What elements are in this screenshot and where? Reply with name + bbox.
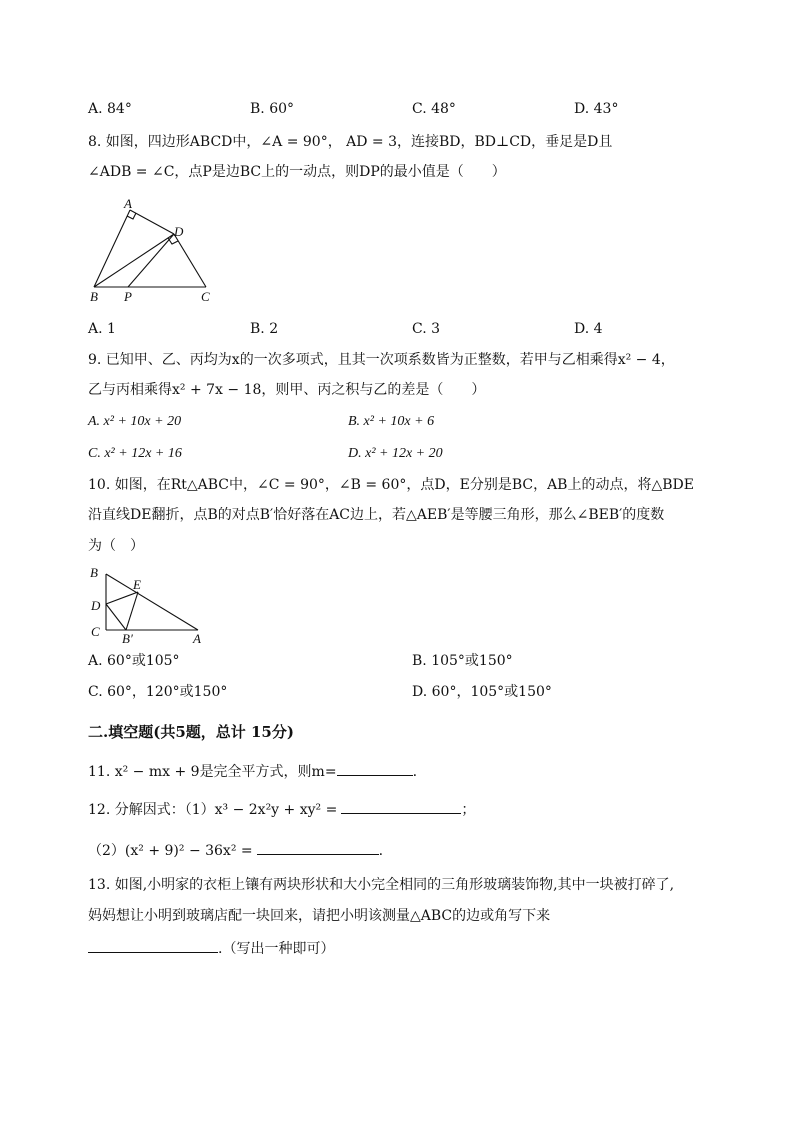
q13-stem-line2: 妈妈想让小明到玻璃店配一块回来，请把小明该测量△ABC的边或角写下来 (88, 908, 551, 924)
q7-option-a: A. 84° (88, 101, 132, 117)
q10-stem-line1: 10. 如图，在Rt△ABC中，∠C = 90°，∠B = 60°，点D，E分别是BC，AB上的动点，将△BDE (88, 477, 694, 493)
q10-label-b-prime: B′ (122, 631, 133, 646)
q10-label-e: E (133, 577, 141, 592)
q10-option-b: B. 105°或150° (412, 653, 513, 669)
q9-stem-line1: 9. 已知甲、乙、丙均为x的一次多项式，且其一次项系数皆为正整数，若甲与乙相乘得x² − 4， (88, 352, 675, 368)
q10-edge-eb-prime (126, 592, 138, 630)
q10-label-a: A (193, 631, 201, 646)
q10-label-c: C (91, 624, 100, 639)
q9-option-c: C. x² + 12x + 16 (88, 446, 182, 461)
q10-option-a: A. 60°或105° (88, 653, 180, 669)
q8-label-a: A (124, 196, 132, 211)
q8-label-c: C (201, 289, 210, 304)
q10-label-d: D (91, 598, 101, 613)
q9-option-b: B. x² + 10x + 6 (348, 414, 435, 429)
q10-stem-line2: 沿直线DE翻折，点B的对点B′恰好落在AC边上，若△AEB′是等腰三角形，那么∠BEB′的度数 (88, 507, 665, 523)
q10-stem-line3: 为（ ） (88, 538, 144, 554)
q13-stem-line1: 13. 如图,小明家的衣柜上镶有两块形状和大小完全相同的三角形玻璃装饰物,其中一块被打碎了, (88, 877, 675, 893)
q12-part1-prefix: 12. 分解因式：（1）x³ − 2x²y + xy² = (88, 802, 338, 818)
section2-heading: 二.填空题(共5题，总计 15分) (88, 723, 294, 741)
q11-answer-blank[interactable] (337, 761, 413, 776)
q10-figure (84, 562, 210, 646)
q8-edge-dc (174, 234, 206, 287)
q13-answer-blank[interactable] (88, 938, 218, 953)
q8-edge-ad (130, 210, 174, 234)
q13-answer-line (88, 938, 334, 958)
q8-label-b: B (90, 289, 98, 304)
q12-part1-suffix: ； (461, 802, 476, 818)
q12-part2-answer-blank[interactable] (257, 840, 379, 855)
q10-edge-db-prime (106, 604, 126, 630)
q7-option-c: C. 48° (412, 101, 456, 117)
q11-line (88, 761, 417, 781)
q12-part2-prefix: （2）(x² + 9)² − 36x² = (88, 843, 253, 859)
q8-option-a: A. 1 (88, 321, 116, 337)
q12-part2-line (88, 840, 383, 860)
q11-prefix: 11. x² − mx + 9是完全平方式，则m= (88, 764, 337, 780)
q10-label-b: B (90, 565, 98, 580)
q10-option-c: C. 60°，120°或150° (88, 684, 228, 700)
q9-stem-line2: 乙与丙相乘得x² + 7x − 18，则甲、丙之积与乙的差是（ ） (88, 382, 486, 398)
q12-part2-suffix: . (378, 843, 384, 859)
q7-option-d: D. 43° (574, 101, 619, 117)
q8-figure (84, 196, 224, 306)
q12-part1-answer-blank[interactable] (341, 799, 461, 814)
q10-option-d: D. 60°，105°或150° (412, 684, 552, 700)
q11-suffix: . (412, 764, 418, 780)
q7-option-b: B. 60° (250, 101, 295, 117)
q8-stem-line1: 8. 如图，四边形ABCD中，∠A = 90°， AD = 3，连接BD，BD⊥CD，垂足是D且 (88, 134, 613, 150)
q8-stem-line2: ∠ADB = ∠C，点P是边BC上的一动点，则DP的最小值是（ ） (88, 164, 506, 180)
q8-option-c: C. 3 (412, 321, 441, 337)
q9-option-a: A. x² + 10x + 20 (88, 414, 182, 429)
q8-label-p: P (124, 289, 132, 304)
q10-edge-de (106, 592, 138, 604)
q8-label-d: D (174, 224, 184, 239)
q12-part1-line (88, 799, 475, 819)
q8-option-d: D. 4 (574, 321, 603, 337)
q8-option-b: B. 2 (250, 321, 279, 337)
q9-option-d: D. x² + 12x + 20 (348, 446, 443, 461)
q13-suffix: .（写出一种即可） (218, 941, 335, 957)
